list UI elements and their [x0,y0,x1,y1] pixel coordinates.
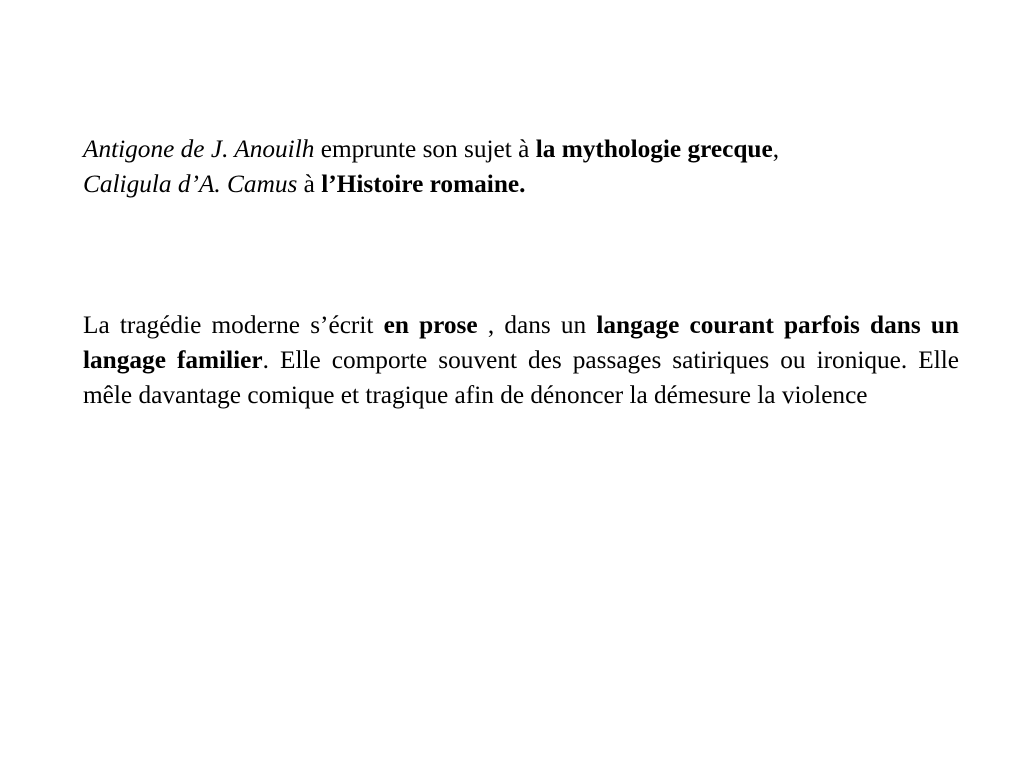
emphasis-mythologie-grecque: la mythologie grecque [535,135,773,163]
text-run: emprunte son sujet à [314,135,536,163]
text-run: , [772,135,780,163]
text-run: à [297,170,322,198]
emphasis-en-prose: en prose [383,311,478,339]
paragraph-modern-tragedy [83,308,959,413]
text-run: , dans un [477,311,597,339]
paragraph-sources [83,132,959,202]
text-run: La tragédie moderne s’écrit [83,311,384,339]
emphasis-langage-courant: langage courant parfois dans un langage familier [83,311,959,374]
text-run: . Elle comporte souvent des passages satiriques ou ironique. Elle mêle davantage comique et tragique afin de dénoncer la démesure la violence [83,346,959,409]
work-title-antigone: Antigone de J. Anouilh [83,135,315,163]
work-title-caligula: Caligula d’A. Camus [83,170,298,198]
emphasis-histoire-romaine: l’Histoire romaine. [321,170,526,198]
